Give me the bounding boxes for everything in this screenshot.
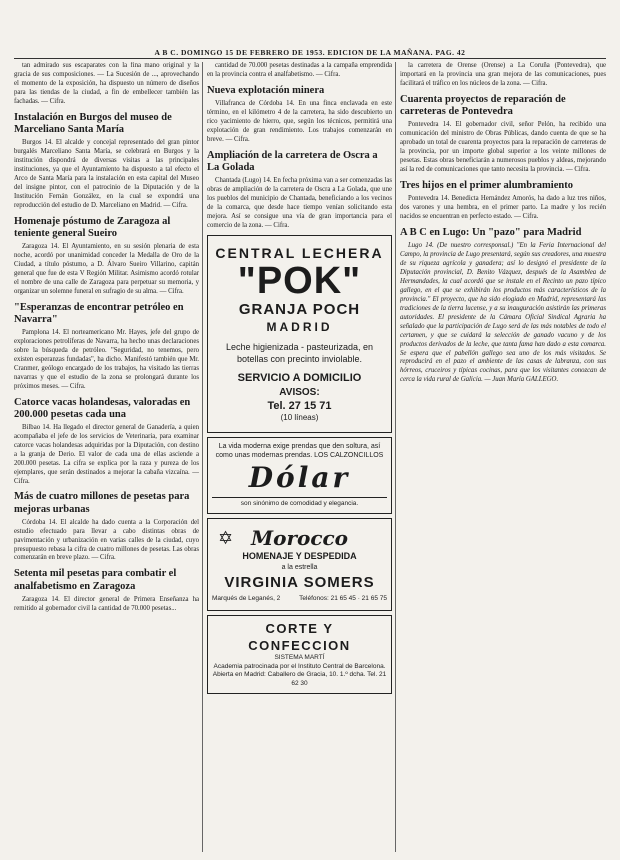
article-body: Lugo 14. (De nuestro corresponsal.) "En la Feria Internacional del Campo, la provincia de Lugo presentará, según sus creadores, una muestra de su riqueza agrícola y ganadera; así lo designó el presidente de la Diputación provincial, D. Benito Vázquez, después de la Asamblea de Hermandades, la cual acordó que se instale en el Recinto un pazo típico gallego, en el que se exhibirán los productos más característicos de la provincia." El proyecto, que ha sido elogiado en Madrid, representará las tradiciones de la tierra lucense, y a su inauguración asistirán las primeras autoridades. El presidente de la Cámara Oficial Sindical Agraria ha señalado que la participación de Lugo será de las más notables de todo el certamen, y que se cuidará la selección de ganado vacuno y de los productos derivados de la leche, que tanta fama han dado a esta comarca. Se espera que el pabellón gallego sea uno de los más visitados. Se reproducirá en el pazo el ambiente de las casas de labranza, con sus hórreos, cruceiros y típicas cocinas, para que los visitantes conozcan de cerca la vida rural de Galicia. — Juan María GALLEGO. bbox=[400, 241, 606, 384]
article-title: Tres hijos en el primer alumbramiento bbox=[400, 179, 573, 191]
ad-line: SISTEMA MARTÍ bbox=[274, 654, 325, 662]
header-rule bbox=[14, 58, 606, 59]
article-body: Villafranca de Córdoba 14. En una finca enclavada en este término, en el kilómetro 4 de la carretera, ha sido descubierto un rico yacimiento de hierro, que, según los técnicos, permitirá una explotación de gran rendimiento. Los trabajos comenzarán en breve. — Cifra. bbox=[207, 100, 392, 143]
article-title: "Esperanzas de encontrar petróleo en Navarra" bbox=[14, 301, 184, 325]
ad-text: son sinónimo de comodidad y elegancia. bbox=[212, 497, 387, 509]
article-title: Instalación en Burgos del museo de Marceliano Santa María bbox=[14, 111, 172, 135]
article-title: Más de cuatro millones de pesetas para mejoras urbanas bbox=[14, 491, 190, 515]
ad-name: VIRGINIA SOMERS bbox=[224, 573, 375, 591]
ad-brand: "POK" bbox=[237, 260, 362, 303]
article-intro: cantidad de 70.000 pesetas destinadas a la campaña emprendida en la provincia contra el analfabetismo. — Cifra. bbox=[207, 62, 392, 78]
article-body: Pamplona 14. El norteamericano Mr. Hayes, jefe del grupo de exploraciones petrolíferas de Navarra, ha hecho unas declaraciones sobre la búsqueda de petróleo. "Seguridad, no tenemos, pero existen esperanzas fundadas", ha dicho. Manifestó también que Mr. Cranmer, geólogo encargado de los trabajos, ha visitado las tierras navarras y que el estudio de la zona se prolongará durante los próximos meses. — Cifra. bbox=[14, 328, 199, 390]
ad-line: Abierta en Madrid: Caballero de Gracia, 10. 1.º dcha. Tel. 21 62 30 bbox=[212, 671, 387, 687]
ad-line: Academia patrocinada por el Instituto Central de Barcelona. bbox=[213, 662, 386, 670]
ad-brand: Dólar bbox=[248, 461, 351, 495]
advert-pok bbox=[207, 235, 392, 433]
article-intro: la carretera de Orense (Orense) a La Coruña (Pontevedra), que importará en la provincia una gran mejora de las comunicaciones, pues facilitará el tráfico en los núcleos de la zona. — Cifra. bbox=[400, 62, 606, 87]
advert-corte bbox=[207, 615, 392, 694]
ad-line: a la estrella bbox=[281, 564, 318, 572]
article-title: Setenta mil pesetas para combatir el analfabetismo en Zaragoza bbox=[14, 568, 177, 592]
article-body: Zaragoza 14. El director general de Primera Enseñanza ha remitido al gobernador civil la cantidad de 70.000 pesetas... bbox=[14, 595, 199, 612]
ad-phone: Tel. 27 15 71 bbox=[267, 399, 332, 412]
article-title: Nueva explotación minera bbox=[207, 84, 325, 96]
ad-address: Marqués de Leganés, 2 bbox=[212, 595, 281, 603]
star-icon: ✡ bbox=[218, 528, 234, 549]
article-intro: tan admirado sus escaparates con la fina mano original y la gracia de sus composiciones. — La Sucesión de ..., aprovechando el momento de la exposición, ha dispuesto un número de diseños para las tiendas de la ciudad, a fin de embellecer también las fachadas. — Cifra. bbox=[14, 62, 199, 105]
article-body: Burgos 14. El alcalde y concejal representado del gran pintor burgalés Marceliano Santa María, se celebrará en Burgos y la institución dispondrá de diversas visitas a las principales instituciones, ya que el Ayuntamiento ha dispuesto a tal efecto el Arco de Santa María para la instalación en esta capital del Museo del insigne pintor, con el patrocinio de la Diputación y de la Institución Fernán González, en la cual se expondrá una reproducción del estudio de D. Marceliano en Madrid. — Cifra. bbox=[14, 138, 199, 209]
article-title: A B C en Lugo: Un "pazo" para Madrid bbox=[400, 226, 582, 238]
column-3 bbox=[400, 62, 606, 852]
ad-line: (10 líneas) bbox=[280, 413, 319, 423]
article-body: Pontevedra 14. El gobernador civil, señor Pelón, ha recibido una comunicación del ministro de Obras Públicas, dando cuenta de que se ha aprobado un total de cuarenta proyectos para la reparación de carreteras de la provincia, por un importe global superior a los veinte millones de pesetas. Estas obras beneficiarán a numerosos pueblos y aldeas, mejorando así la red de comunicaciones que tanto necesita la provincia. — Cifra. bbox=[400, 121, 606, 173]
article-body: Zaragoza 14. El Ayuntamiento, en su sesión plenaria de esta noche, acordó por unanimidad conceder la Medalla de Oro de la Ciudad, a título póstumo, a D. Álvaro Sueiro Villarino, capitán general que fue de esta V Región Militar. Asimismo acordó rotular el nombre de una calle de Zaragoza para perpetuar su memoria, y organizar un solemne funeral en sufragio de su alma. — Cifra. bbox=[14, 242, 199, 295]
article-title: Homenaje póstumo de Zaragoza al teniente general Sueiro bbox=[14, 215, 171, 239]
article-title: Catorce vacas holandesas, valoradas en 200.000 pesetas cada una bbox=[14, 396, 191, 420]
page-header: A B C. DOMINGO 15 DE FEBRERO DE 1953. EDICION DE LA MAÑANA. PAG. 42 bbox=[154, 48, 466, 57]
ad-phone: Teléfonos: 21 65 45 · 21 65 75 bbox=[299, 595, 387, 603]
ad-line: GRANJA POCH bbox=[238, 301, 361, 319]
ad-line: CENTRAL LECHERA bbox=[215, 244, 384, 261]
ad-line: HOMENAJE Y DESPEDIDA bbox=[242, 551, 357, 562]
ad-line: AVISOS: bbox=[279, 386, 320, 398]
ad-text: La vida moderna exige prendas que den soltura, así como unas modernas prendas. LOS CALZONCILLOS bbox=[215, 443, 384, 460]
advert-dolar bbox=[207, 437, 392, 514]
article-body: Bilbao 14. Ha llegado el director general de Ganadería, a quien acompañaba el jefe de los servicios de Veterinaria, para examinar catorce vacas holandesas adquiridas por la Diputación, con destino a la granja de Derio. El valor de cada una de ellas asciende a 200.000 pesetas. La cifra se explica por la raza y pureza de los ejemplares, que serán destinados a mejorar la cabaña vizcaína. — Cifra. bbox=[14, 423, 199, 485]
ad-line: SERVICIO A DOMICILIO bbox=[237, 372, 362, 385]
column-1 bbox=[14, 62, 199, 852]
ad-text: Leche higienizada - pasteurizada, en botellas con precinto inviolable. bbox=[225, 341, 374, 364]
article-body: Pontevedra 14. Benedicta Hernández Amorós, ha dado a luz tres niños, dos varones y una hembra, en el primer parto. La madre y los recién nacidos se encuentran en perfecto estado. — Cifra. bbox=[400, 194, 606, 220]
article-body: Córdoba 14. El alcalde ha dado cuenta a la Corporación del estudio efectuado para llevar a cabo distintas obras de pavimentación y urbanización en varias calles de la ciudad, cuyo presupuesto rebasa la cifra de cuatro millones de pesetas. Las obras comenzarán en breve plazo. — Cifra. bbox=[14, 518, 199, 562]
article-body: Chantada (Lugo) 14. En fecha próxima van a ser comenzadas las obras de ampliación de la carretera de Oscra a La Golada, que une los pueblos del municipio de Chantada, beneficiando a los vecinos de la comarca, que desde hace tiempo venían solicitando esta mejora. Así se consigue una vía de gran importancia para el comercio de la zona. — Cifra. bbox=[207, 176, 392, 229]
ad-brand: CORTE Y CONFECCION bbox=[248, 620, 351, 654]
column-2 bbox=[207, 62, 392, 852]
advert-morocco bbox=[207, 518, 392, 611]
article-title: Ampliación de la carretera de Oscra a La Golada bbox=[207, 149, 378, 173]
column-divider bbox=[395, 62, 396, 852]
column-divider bbox=[202, 62, 203, 852]
ad-brand: Morocco bbox=[250, 526, 349, 551]
ad-line: MADRID bbox=[266, 320, 333, 335]
article-title: Cuarenta proyectos de reparación de carreteras de Pontevedra bbox=[400, 93, 566, 117]
